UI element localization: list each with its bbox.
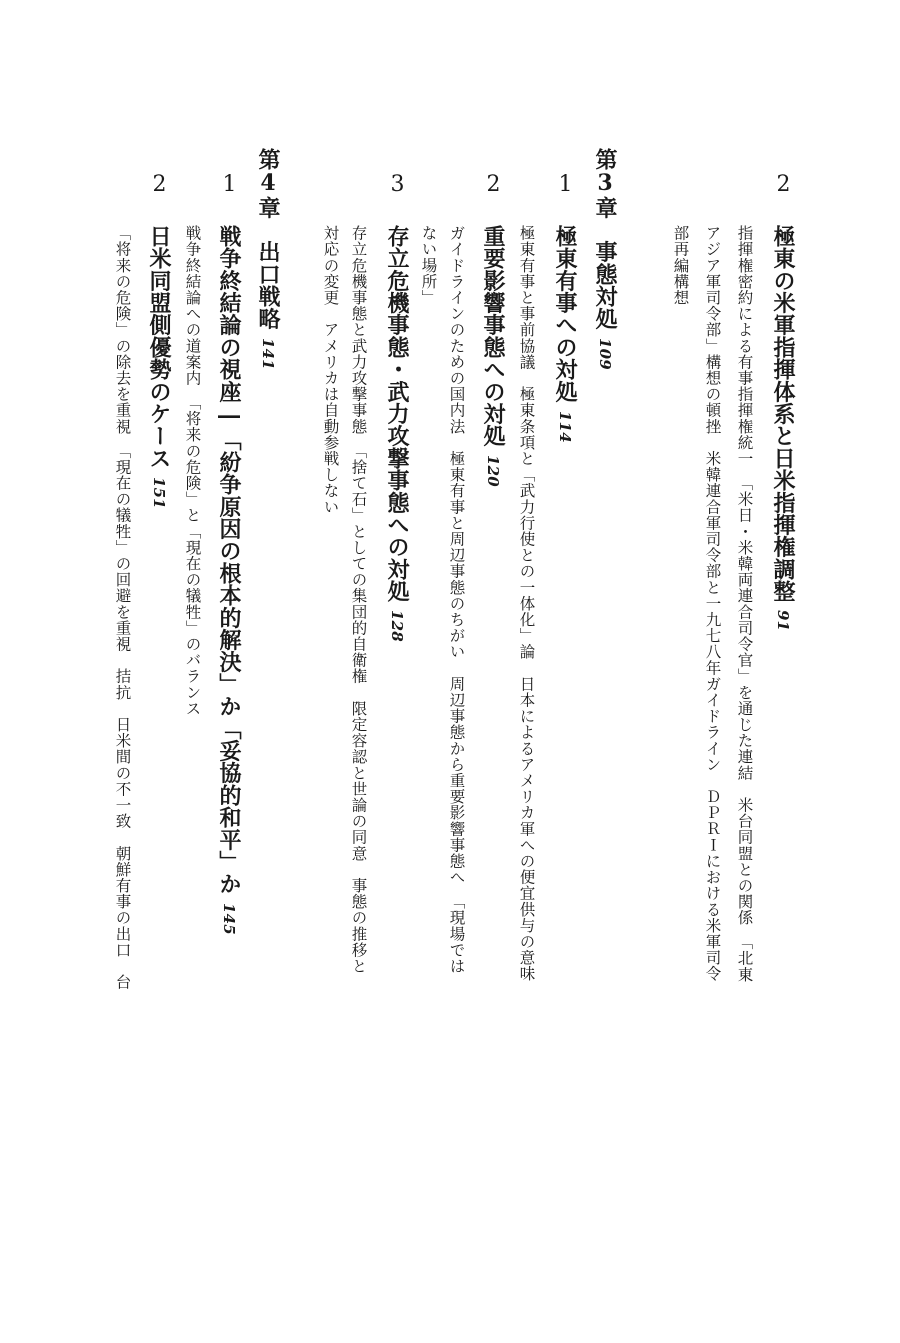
section-body-line: 極東有事と事前協議 極東条項と「武力行使との一体化」論 日本によるアメリカ軍への便宜供与の意味 — [517, 225, 536, 982]
section-number: 1 — [553, 172, 578, 197]
section-title — [772, 225, 794, 632]
section-body-line: 部再編構想 — [671, 225, 690, 306]
section-title-text: 極東有事への対処 — [552, 225, 578, 403]
section-body-line: ガイドラインのための国内法 極東有事と周辺事態のちがい 周辺事態から重要影響事態へ 「現場では — [447, 225, 466, 974]
page-number: 145 — [220, 903, 238, 935]
chapter-title — [257, 148, 279, 370]
section-number: 2 — [771, 172, 796, 197]
section-title — [218, 225, 240, 935]
section-title-text: 重要影響事態への対処 — [480, 225, 506, 447]
section-body-line: ない場所」 — [419, 225, 438, 306]
section-body-line: 「将来の危険」の除去を重視 「現在の犠牲」の回避を重視 拮抗 日米間の不一致 朝鮮有事の出口 台 — [113, 225, 132, 991]
page-number: 128 — [388, 610, 406, 643]
section-title — [148, 225, 170, 509]
section-body-line: 対応の変更 アメリカは自動参戦しない — [321, 225, 340, 515]
chapter-title-text: 第3章 事態対処 — [592, 148, 618, 330]
chapter-title — [594, 148, 616, 370]
chapter-title-text: 第4章 出口戦略 — [255, 148, 281, 330]
section-body-line: 存立危機事態と武力攻撃事態 「捨て石」としての集団的自衛権 限定容認と世論の同意 事態の推移と — [349, 225, 368, 974]
page-number: 91 — [774, 610, 792, 632]
section-title-text: 極東の米軍指揮体系と日米指揮権調整 — [770, 225, 796, 603]
section-title-text: 戦争終結論の視座―「紛争原因の根本的解決」か「妥協的和平」か — [216, 225, 242, 895]
section-body-line: アジア軍司令部」構想の頓挫 米韓連合軍司令部と一九七八年ガイドライン ＤＰＲＩにおける米軍司令 — [703, 225, 722, 982]
section-title — [482, 225, 504, 487]
section-number: 1 — [217, 172, 242, 197]
page-number: 151 — [150, 477, 168, 510]
section-number: 2 — [147, 172, 172, 197]
section-title — [386, 225, 408, 642]
page-number: 120 — [484, 455, 502, 487]
section-number: 2 — [481, 172, 506, 197]
section-number: 3 — [385, 172, 410, 197]
section-title-text: 日米同盟側優勢のケース — [146, 225, 172, 470]
page-number: 114 — [556, 410, 574, 443]
page-number: 109 — [596, 337, 614, 370]
section-body-line: 戦争終結論への道案内 「将来の危険」と「現在の犠牲」のバランス — [183, 225, 202, 717]
section-title-text: 存立危機事態・武力攻撃事態への対処 — [384, 225, 410, 603]
section-body-line: 指揮権密約による有事指揮権統一 「米日・米韓両連合司令官」を通じた連結 米台同盟との関係 「北東 — [735, 225, 754, 983]
page-number: 141 — [259, 337, 277, 370]
section-title — [554, 225, 576, 443]
